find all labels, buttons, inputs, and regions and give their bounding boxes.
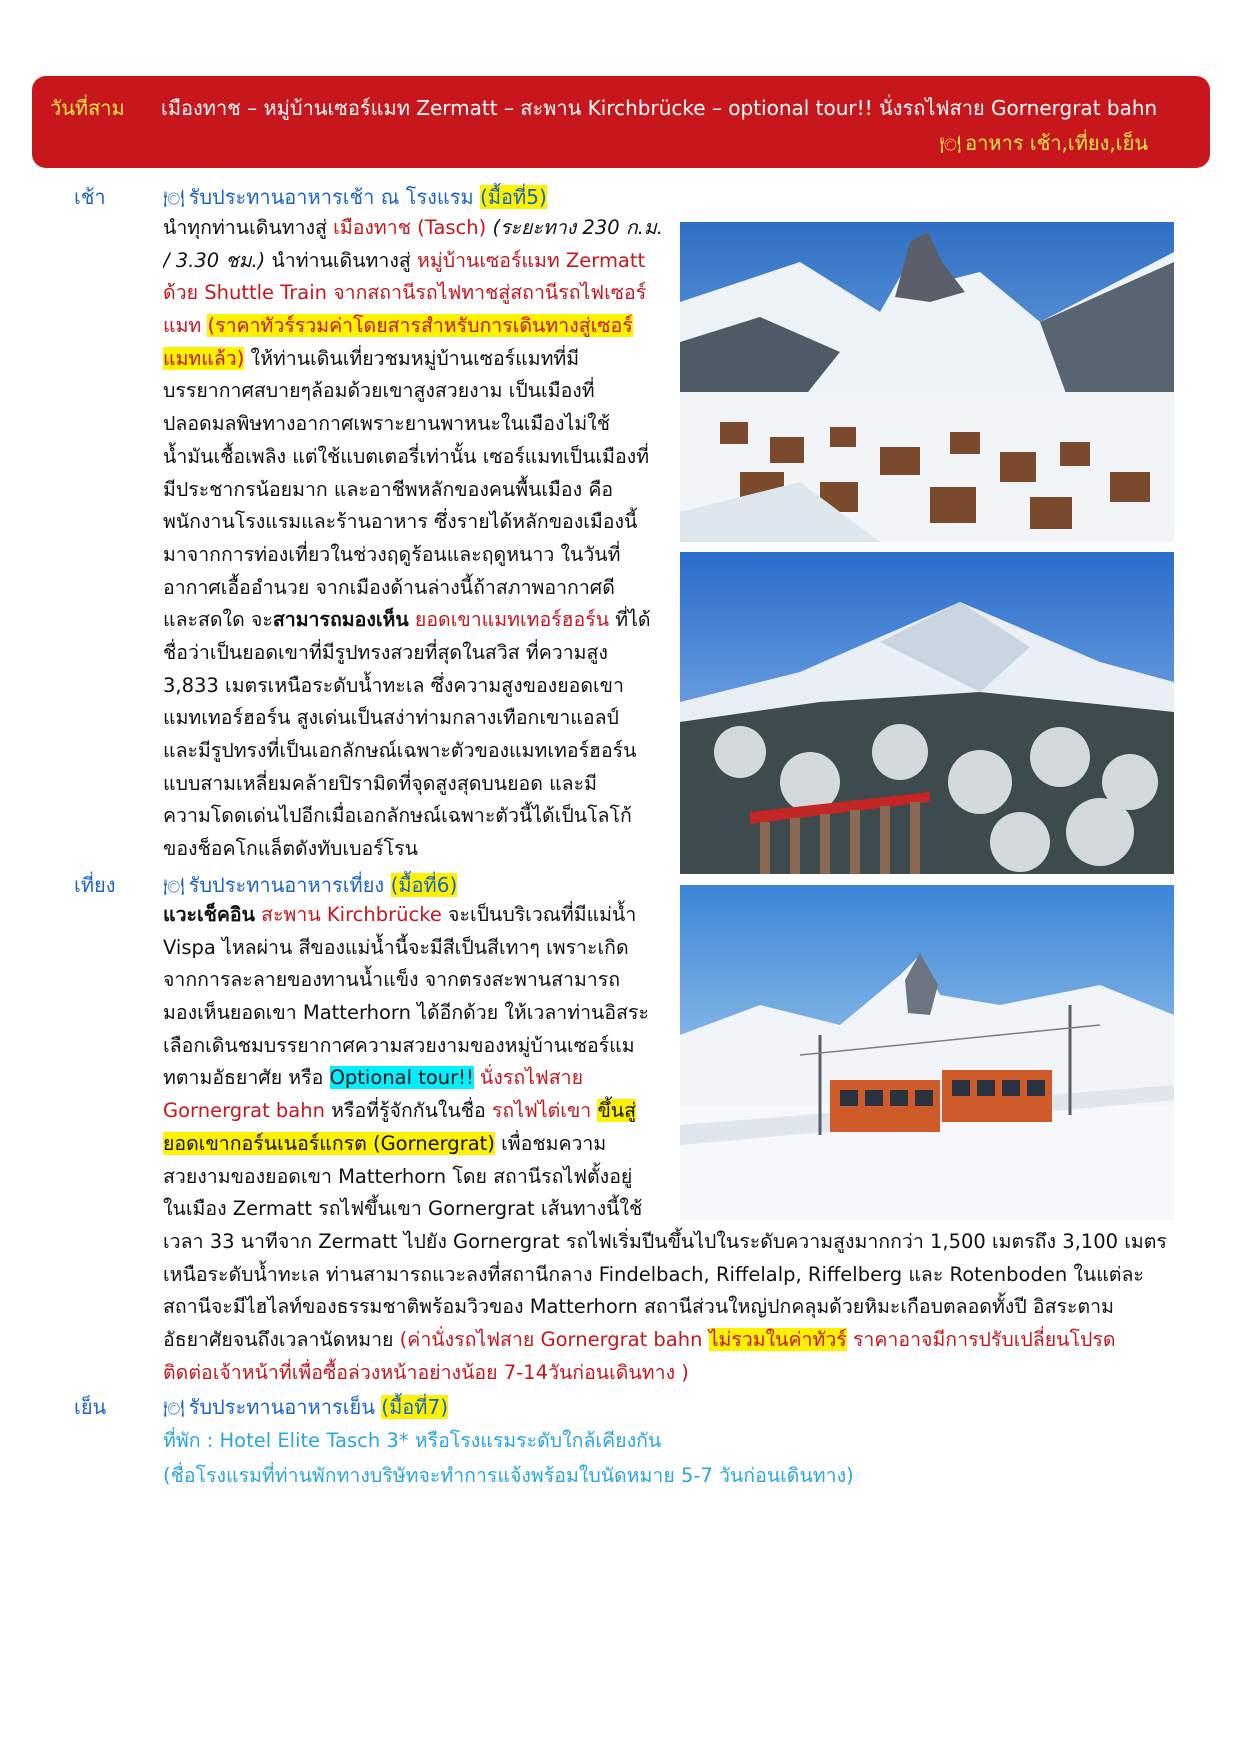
meal-icon: 🍽 [939,135,962,155]
text-line: / 3.30 ชม.) นำท่านเดินทางสู่ หมู่บ้านเซอร์แมท Zermatt [163,248,646,272]
text-line: พนักงานโรงแรมและร้านอาหาร ซึ่งรายได้หลักของเมืองนี้ [163,510,638,534]
text-line: 3,833 เมตรเหนือระดับน้ำทะเล ซึ่งความสูงของยอดเขา [163,673,624,697]
meal-text: รับประทานอาหารเที่ยง [188,873,385,897]
text-line: ทตามอัธยาศัย หรือ Optional tour!! นั่งรถไฟสาย [163,1066,584,1090]
text-line: แบบสามเหลี่ยมคล้ายปิรามิดที่จุดสูงสุดบนยอด และมี [163,771,597,795]
text-line: ยอดเขากอร์นเนอร์แกรต (Gornergrat) เพื่อชมความ [163,1131,607,1155]
time-noon: เที่ยง [74,873,116,897]
time-evening: เย็น [74,1395,107,1419]
meals-text: อาหาร เช้า,เที่ยง,เย็น [965,131,1148,155]
text-line: Vispa ไหลผ่าน สีของแม่น้ำนี้จะมีสีเป็นสีเทาๆ เพราะเกิด [163,935,629,959]
text-line: แมทเทอร์ฮอร์น สูงเด่นเป็นสง่าท่ามกลางเทือกเขาแอลป์ [163,706,619,730]
text-line: สถานีจะมีไฮไลท์ของธรรมชาติพร้อมวิวของ Matterhorn สถานีส่วนใหญ่ปกคลุมด้วยหิมะเกือบตลอดทั้งปี อิสระตาม [163,1295,1114,1319]
text-line: สวยงามของยอดเขา Matterhorn โดย สถานีรถไฟตั้งอยู่ [163,1164,633,1188]
text-line: และมีรูปทรงที่เป็นเอกลักษณ์เฉพาะตัวของแมทเทอร์ฮอร์น [163,739,637,762]
meal-breakfast [163,181,547,213]
morning-paragraph [163,212,663,866]
text-line: จากการละลายของทานน้ำแข็ง จากตรงสะพานสามารถ [163,968,621,992]
text-line: แมทแล้ว) ให้ท่านเดินเที่ยวชมหมู่บ้านเซอร์แมทที่มี [163,346,580,370]
text-line: ติดต่อเจ้าหน้าที่เพื่อซื้อล่วงหน้าอย่างน้อย 7-14วันก่อนเดินทาง ) [163,1360,689,1384]
text-line: บรรยากาศสบายๆล้อมด้วยเขาสูงสวยงาม เป็นเมืองที่ [163,379,595,403]
text-line: แวะเช็คอิน สะพาน Kirchbrücke จะเป็นบริเวณที่มีแม่น้ำ [163,903,637,926]
text-line: Gornergrat bahn หรือที่รู้จักกันในชื่อ รถไฟไต่เขา ขึ้นสู่ [163,1099,636,1123]
meal-dinner [163,1391,448,1423]
text-line: มองเห็นยอดเขา Matterhorn ได้อีกด้วย ให้เวลาท่านอิสระ [163,1001,649,1025]
text-line: มาจากการท่องเที่ยวในช่วงฤดูร้อนและฤดูหนาว ในวันที่ [163,542,621,566]
meal-number: (มื้อที่7) [381,1395,448,1419]
text-line: เวลา 33 นาทีจาก Zermatt ไปยัง Gornergrat รถไฟเริ่มปีนขึ้นไปในระดับความสูงมากกว่า 1,500 เมตรถึง 3,100 เมตร [163,1230,1167,1253]
noon-paragraph [163,899,663,1226]
day-label: วันที่สาม [50,96,125,120]
text-line: แมท (ราคาทัวร์รวมค่าโดยสารสำหรับการเดินทางสู่เซอร์ [163,314,633,338]
optional-tour-badge: Optional tour!! [329,1066,474,1090]
noon-paragraph-wide [163,1226,1173,1389]
meal-number: (มื้อที่5) [480,185,547,209]
text-line: เลือกเดินชมบรรยากาศความสวยงามของหมู่บ้านเซอร์แม [163,1033,635,1057]
hotel-info: ที่พัก : Hotel Elite Tasch 3* หรือโรงแรมระดับใกล้เคียงกัน [163,1429,662,1452]
text-line: ด้วย Shuttle Train จากสถานีรถไฟทาชสู่สถานีรถไฟเซอร์ [163,281,647,305]
meal-lunch [163,869,457,901]
day-route-title: เมืองทาช – หมู่บ้านเซอร์แมท Zermatt – สะพาน Kirchbrücke – optional tour!! นั่งรถไฟสาย Gornergrat bahn [161,96,1158,120]
meal-icon: 🍽 [163,1399,185,1419]
mountain-viaduct-photo [680,552,1174,874]
meal-icon: 🍽 [163,189,185,209]
text-line: ของช็อคโกแล็ตดังทับเบอร์โรน [163,837,418,861]
text-line: เหนือระดับน้ำทะเล ท่านสามารถแวะลงที่สถานีกลาง Findelbach, Riffelalp, Riffelberg และ Rotenboden ในแต่ละ [163,1262,1144,1286]
meal-text: รับประทานอาหารเย็น [188,1395,375,1419]
meal-icon: 🍽 [163,877,185,897]
day-header-bar [32,76,1210,168]
text-line: น้ำมันเชื้อเพลิง แต่ใช้แบตเตอรี่เท่านั้น เซอร์แมทเป็นเมืองที่ [163,444,650,468]
text-line: ในเมือง Zermatt รถไฟขึ้นเขา Gornergrat เส้นทางนี้ใช้ [163,1197,643,1221]
text-line: และสดใด จะสามารถมองเห็น ยอดเขาแมทเทอร์ฮอร์น ที่ได้ [163,608,651,632]
text-line: ปลอดมลพิษทางอากาศเพราะยานพาหนะในเมืองไม่ใช้ [163,412,610,436]
hotel-note: (ชื่อโรงแรมที่ท่านพักทางบริษัทจะทำการแจ้งพร้อมใบนัดหมาย 5-7 วันก่อนเดินทาง) [163,1464,854,1487]
text-line: นำทุกท่านเดินทางสู่ เมืองทาช (Tasch) (ระยะทาง 230 ก.ม. [163,216,663,239]
gornergrat-train-photo [680,885,1174,1220]
text-line: ชื่อว่าเป็นยอดเขาที่มีรูปทรงสวยที่สุดในสวิส ที่ความสูง [163,640,608,664]
day-meals [940,127,1148,159]
text-line: อัธยาศัยจนถึงเวลานัดหมาย (ค่านั่งรถไฟสาย Gornergrat bahn ไม่รวมในค่าทัวร์ ราคาอาจมีการปรับเปลี่ยนโปรด [163,1328,1116,1352]
meal-number: (มื้อที่6) [390,873,458,897]
meal-text: รับประทานอาหารเช้า ณ โรงแรม [188,185,474,209]
zermatt-village-photo [680,222,1174,542]
text-line: มีประชากรน้อยมาก และอาชีพหลักของคนพื้นเมือง คือ [163,477,614,501]
time-morning: เช้า [74,185,106,209]
text-line: อากาศเอื้ออำนวย จากเมืองด้านล่างนี้ถ้าสภาพอากาศดี [163,575,615,599]
text-line: ความโดดเด่นไปอีกเมื่อเอกลักษณ์เฉพาะตัวนี้ได้เป็นโลโก้ [163,804,632,828]
